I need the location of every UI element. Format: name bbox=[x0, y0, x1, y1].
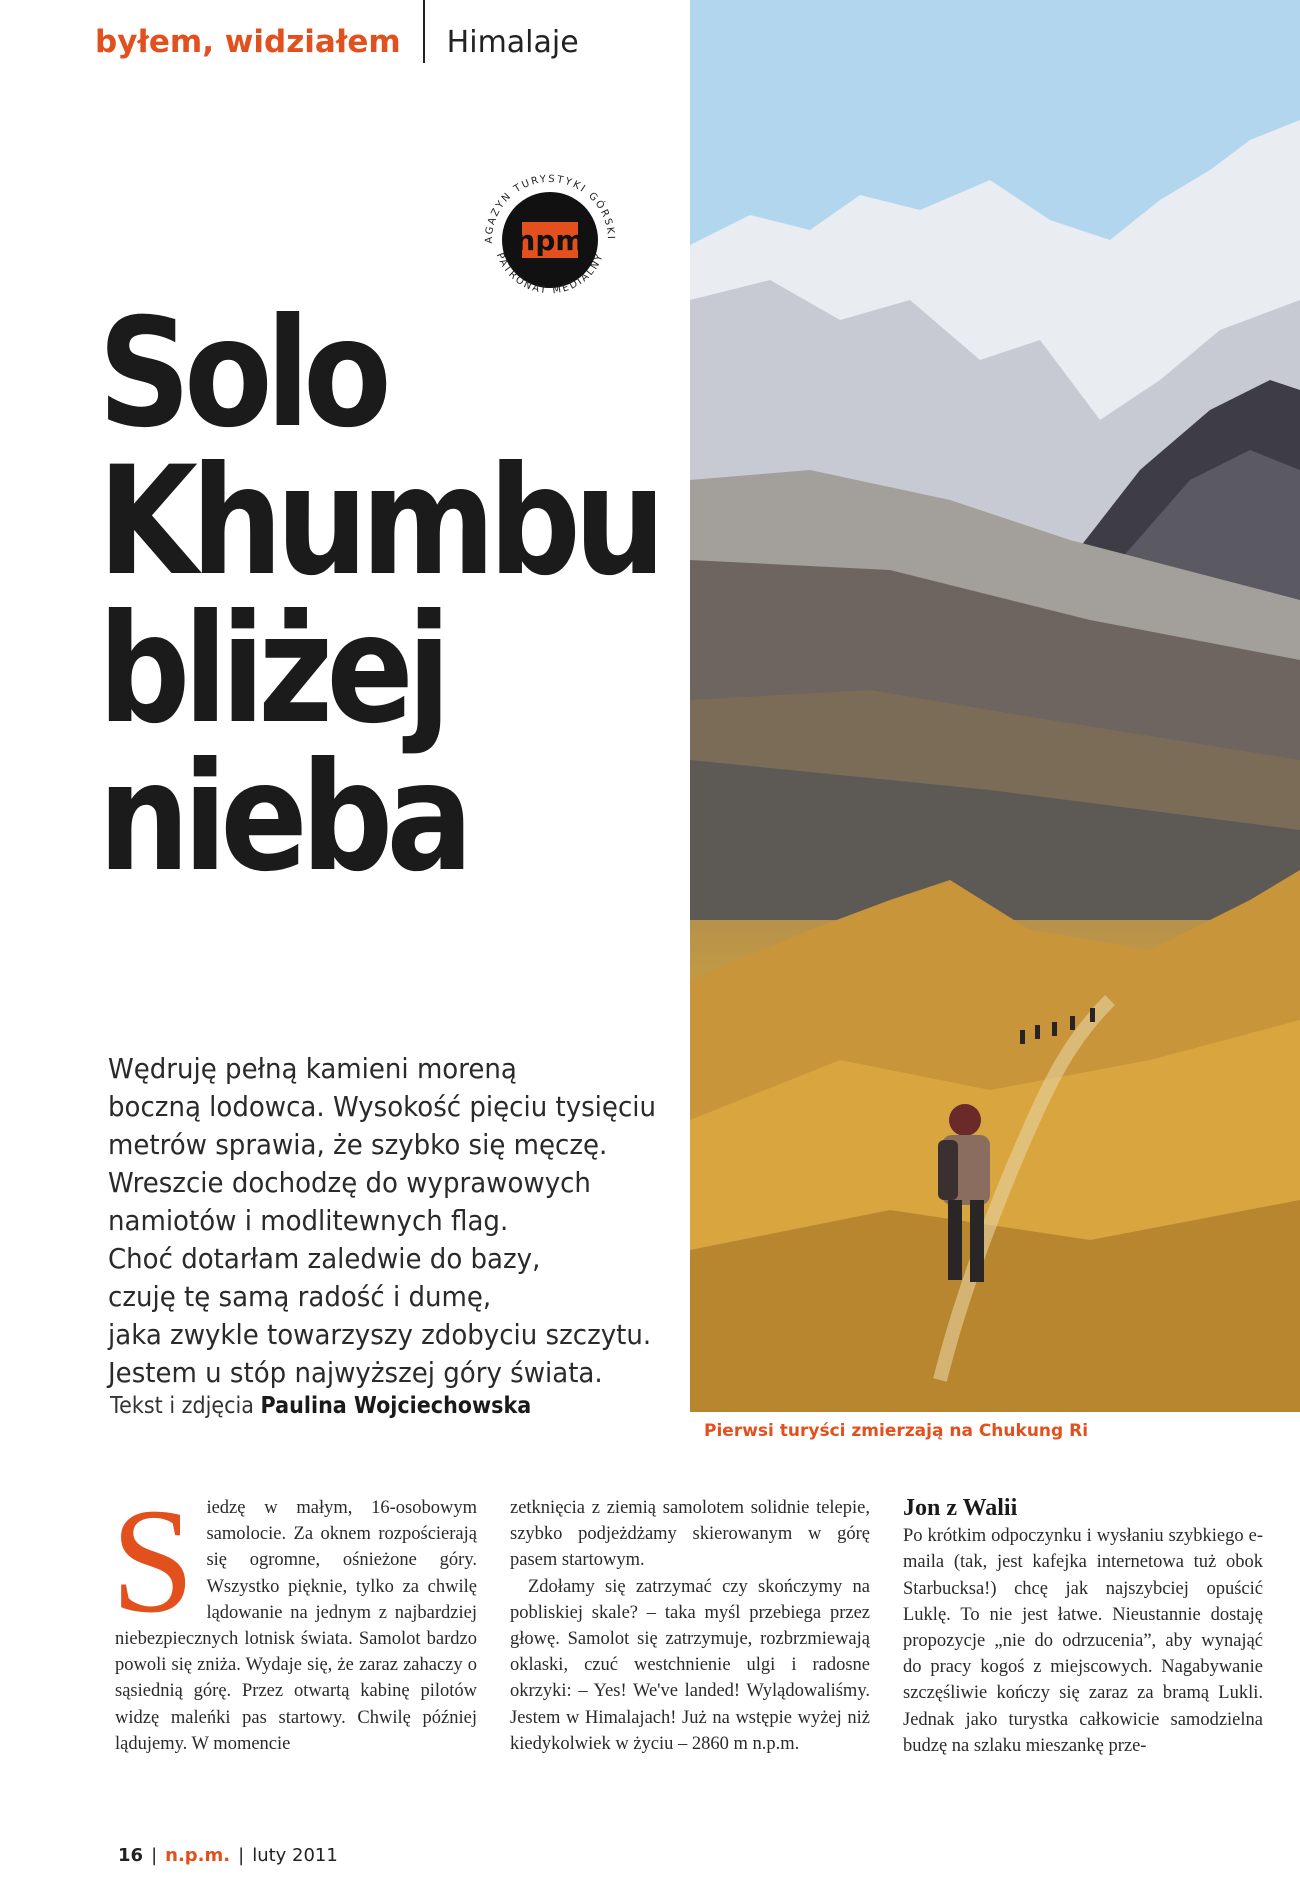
npm-patronage-seal bbox=[470, 160, 630, 320]
seal-ring-bottom: PATRONAT MEDIALNY bbox=[493, 251, 607, 297]
topic-label: Himalaje bbox=[446, 24, 579, 60]
section-label: byłem, widziałem bbox=[95, 24, 401, 60]
column-text: zetknięcia z ziemią samolotem solidnie telepie, szybko podjeżdżamy skierowanym w górę pasem startowym. bbox=[510, 1498, 870, 1571]
byline-author: Paulina Wojciechowska bbox=[260, 1393, 532, 1419]
footer-separator: | bbox=[238, 1845, 245, 1866]
lead-line: Wędruję pełną kamieni moreną bbox=[108, 1052, 517, 1085]
title-line: nieba bbox=[98, 731, 467, 905]
lead-line: jaka zwykle towarzyszy zdobyciu szczytu. bbox=[108, 1318, 652, 1351]
npm-seal-icon bbox=[470, 160, 630, 320]
title-line: Solo bbox=[98, 287, 385, 461]
issue-date: luty 2011 bbox=[252, 1845, 338, 1866]
column-text: iedzę w małym, 16-osobowym samolocie. Za oknem rozpościerają się ogromne, ośnieżone góry. Wszystko pięknie, tylko za chwilę lądowanie na jednym z najbardziej niebezpiecznych lotnisk świata. Samolot bardzo powoli się zniża. Wydaje się, że zaraz zahaczy o sąsiednią górę. Przez otwartą kabinę pilotów widzę maleńki pas startowy. Chwilę później lądujemy. W momencie bbox=[115, 1498, 477, 1754]
header-divider bbox=[423, 0, 425, 63]
lead-line: namiotów i modlitewnych flag. bbox=[108, 1204, 509, 1237]
byline-label: Tekst i zdjęcia bbox=[110, 1393, 254, 1419]
column-text: Zdołamy się zatrzymać czy skończymy na pobliskiej skale? – taka myśl przebiega przez głowę. Samolot się zatrzymuje, rozbrzmiewają oklaski, czuć westchnienie ulgi i radosne okrzyki: – Yes! We've landed! Wylądowaliśmy. Jestem w Himalajach! Już na wstępie wyżej niż kiedykolwiek w życiu – 2860 m n.p.m. bbox=[510, 1576, 870, 1754]
drop-cap: S bbox=[111, 1478, 195, 1644]
article-column-2 bbox=[510, 1495, 870, 1757]
lead-line: Wreszcie dochodzę do wyprawowych bbox=[108, 1166, 591, 1199]
title-line: Khumbu bbox=[98, 435, 659, 609]
article-column-1 bbox=[111, 1478, 477, 1757]
title-line: bliżej bbox=[98, 583, 445, 757]
page-number: 16 bbox=[118, 1845, 144, 1866]
seal-logo-text: npm bbox=[515, 224, 585, 257]
footer-separator: | bbox=[151, 1845, 158, 1866]
page-footer bbox=[118, 1845, 338, 1866]
article-title bbox=[98, 287, 659, 905]
article-column-3 bbox=[903, 1495, 1263, 1759]
lead-line: czuję tę samą radość i dumę, bbox=[108, 1280, 492, 1313]
lead-line: Jestem u stóp najwyższej góry świata. bbox=[108, 1356, 603, 1389]
lead-line: boczną lodowca. Wysokość pięciu tysięciu bbox=[108, 1090, 657, 1123]
mountain-photo bbox=[690, 0, 1300, 1412]
byline bbox=[110, 1393, 531, 1419]
subheading: Jon z Walii bbox=[903, 1495, 1018, 1521]
lead-line: metrów sprawia, że szybko się męczę. bbox=[108, 1128, 608, 1161]
column-text: Po krótkim odpoczynku i wysłaniu szybkiego e-maila (tak, jest kafejka internetowa tuż obok Starbucksa!) chcę jak najszybciej opuścić Luklę. To nie jest łatwe. Nieustannie dostaję propozycje „nie do odrzucenia”, aby wynająć do pracy kogoś z miejscowych. Nagabywanie szczęśliwie kończy się zaraz za bramą Lukli. Jednak jako turystka całkowicie samodzielna budzę na szlaku mieszankę prze- bbox=[903, 1526, 1263, 1756]
mountain-landscape-illustration bbox=[690, 0, 1300, 1412]
lead-paragraph bbox=[108, 1050, 657, 1392]
magazine-brand: n.p.m. bbox=[165, 1845, 231, 1866]
lead-line: Choć dotarłam zaledwie do bazy, bbox=[108, 1242, 541, 1275]
section-header bbox=[95, 22, 579, 62]
photo-caption: Pierwsi turyści zmierzają na Chukung Ri bbox=[704, 1421, 1089, 1441]
seal-ring-top: AGAZYN TURYSTYKI GÓRSKI bbox=[483, 173, 617, 244]
